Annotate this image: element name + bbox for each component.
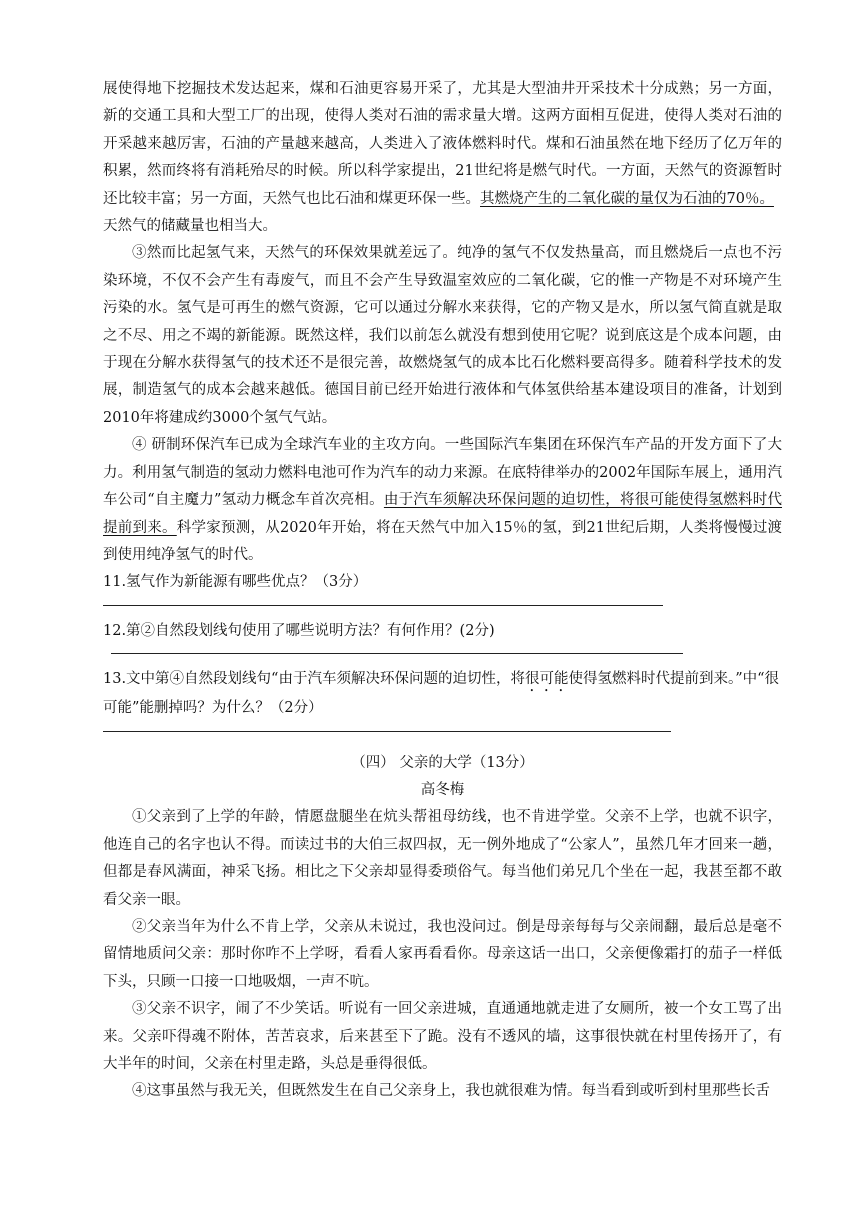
- passage3-paragraph-2: [103, 76, 782, 240]
- underlined-sentence: 由于汽车须解决环保问题的迫切性，将很可能使得氢燃料时代提前到来。: [103, 492, 783, 536]
- emphasized-phrase: 很可能: [524, 671, 569, 688]
- question-11: 11.氢气作为新能源有哪些优点？（3分）: [103, 574, 368, 591]
- passage4-heading: （四） 父亲的大学（13分）: [351, 754, 534, 771]
- passage4-paragraph-4: ④这事虽然与我无关，但既然发生在自己父亲身上，我也就很难为情。每当看到或听到村里那些长舌: [132, 1083, 770, 1100]
- passage4-paragraph-2: ②父亲当年为什么不肯上学，父亲从未说过，我也没问过。倒是母亲每每与父亲闹翻，最后总是毫不留情地质问父亲：那时你咋不上学呀，看看人家再看看你。母亲这话一出口，父亲便像霜打的茄子一样低下头，只顾一口接一口地吸烟，一声不吭。: [103, 918, 782, 990]
- paragraph-text: ④ 研制环保汽车已成为全球汽车业的主攻方向。一些国际汽车集团在环保汽车产品的开发方面下了大力。利用氢气制造的氢动力燃料电池可作为汽车的动力来源。在底特律举办的2002年国际车展上，通用汽车公司“自主魔力”氢动力概念车首次亮相。: [103, 437, 782, 509]
- question-12: 12.第②自然段划线句使用了哪些说明方法？有何作用？(2分): [103, 622, 495, 639]
- answer-line-11[interactable]: [103, 605, 663, 606]
- question-13: [103, 666, 782, 722]
- underlined-sentence: 其燃烧产生的二氧化碳的量仅为石油的70％。: [480, 190, 774, 207]
- paragraph-text: 展使得地下挖掘技术发达起来，煤和石油更容易开采了，尤其是大型油井开采技术十分成熟；另一方面，新的交通工具和大型工厂的出现，使得人类对石油的需求量大增。这两方面相互促进，使得人类对石油的开采越来越厉害，石油的产量越来越高，人类进入了液体燃料时代。煤和石油虽然在地下经历了亿万年的积累，然而终将有消耗殆尽的时候。所以科学家提出，21世纪将是燃气时代。一方面，天然气的资源暂时还比较丰富；另一方面，天然气也比石油和煤更环保一些。: [103, 81, 782, 207]
- answer-line-13[interactable]: [103, 731, 671, 732]
- answer-line-12[interactable]: [111, 653, 683, 654]
- passage4-paragraph-3: ③父亲不识字，闹了不少笑话。听说有一回父亲进城，直通通地就走进了女厕所，被一个女工骂了出来。父亲吓得魂不附体，苦苦哀求，后来甚至下了跪。没有不透风的墙，这事很快就在村里传扬开了，有大半年的时间，父亲在村里走路，头总是垂得很低。: [103, 1001, 782, 1072]
- passage4-paragraph-1: ①父亲到了上学的年龄，情愿盘腿坐在炕头帮祖母纺线，也不肯进学堂。父亲不上学，也就不识字，他连自己的名字也认不得。而读过书的大伯三叔四叔，无一例外地成了“公家人”，虽然几年才回来一趟，但都是春风满面，神采飞扬。相比之下父亲却显得委琐俗气。每当他们弟兄几个坐在一起，我甚至都不敢看父亲一眼。: [103, 809, 782, 908]
- passage3-paragraph-3: ③然而比起氢气来，天然气的环保效果就差远了。纯净的氢气不仅发热量高，而且燃烧后一点也不污染环境，不仅不会产生有毒废气，而且不会产生导致温室效应的二氧化碳，它的惟一产物是不对环境产生污染的水。氢气是可再生的燃气资源，它可以通过分解水来获得，它的产物又是水，所以氢气简直就是取之不尽、用之不竭的新能源。既然这样，我们以前怎么就没有想到使用它呢？说到底这是个成本问题，由于现在分解水获得氢气的技术还不是很完善，故燃烧氢气的成本比石化燃料要高得多。随着科学技术的发展，制造氢气的成本会越来越低。德国目前已经开始进行液体和气体氢供给基本建设项目的准备，计划到2010年将建成约3000个氢气气站。: [103, 245, 782, 426]
- passage3-paragraph-4: [103, 432, 782, 569]
- question-text: 使得氢燃料时代提前到来。”中“很可能”能删掉吗？为什么？（2分）: [103, 671, 780, 717]
- passage4-author: 高冬梅: [420, 781, 465, 798]
- paragraph-text: 天然气的储藏量也相当大。: [103, 218, 277, 235]
- question-text: 13.文中第④自然段划线句“由于汽车须解决环保问题的迫切性，将: [103, 671, 525, 688]
- paragraph-text: 科学家预测，从2020年开始，将在天然气中加入15％的氢，到21世纪后期，人类将慢慢过渡到使用纯净氢气的时代。: [103, 519, 782, 563]
